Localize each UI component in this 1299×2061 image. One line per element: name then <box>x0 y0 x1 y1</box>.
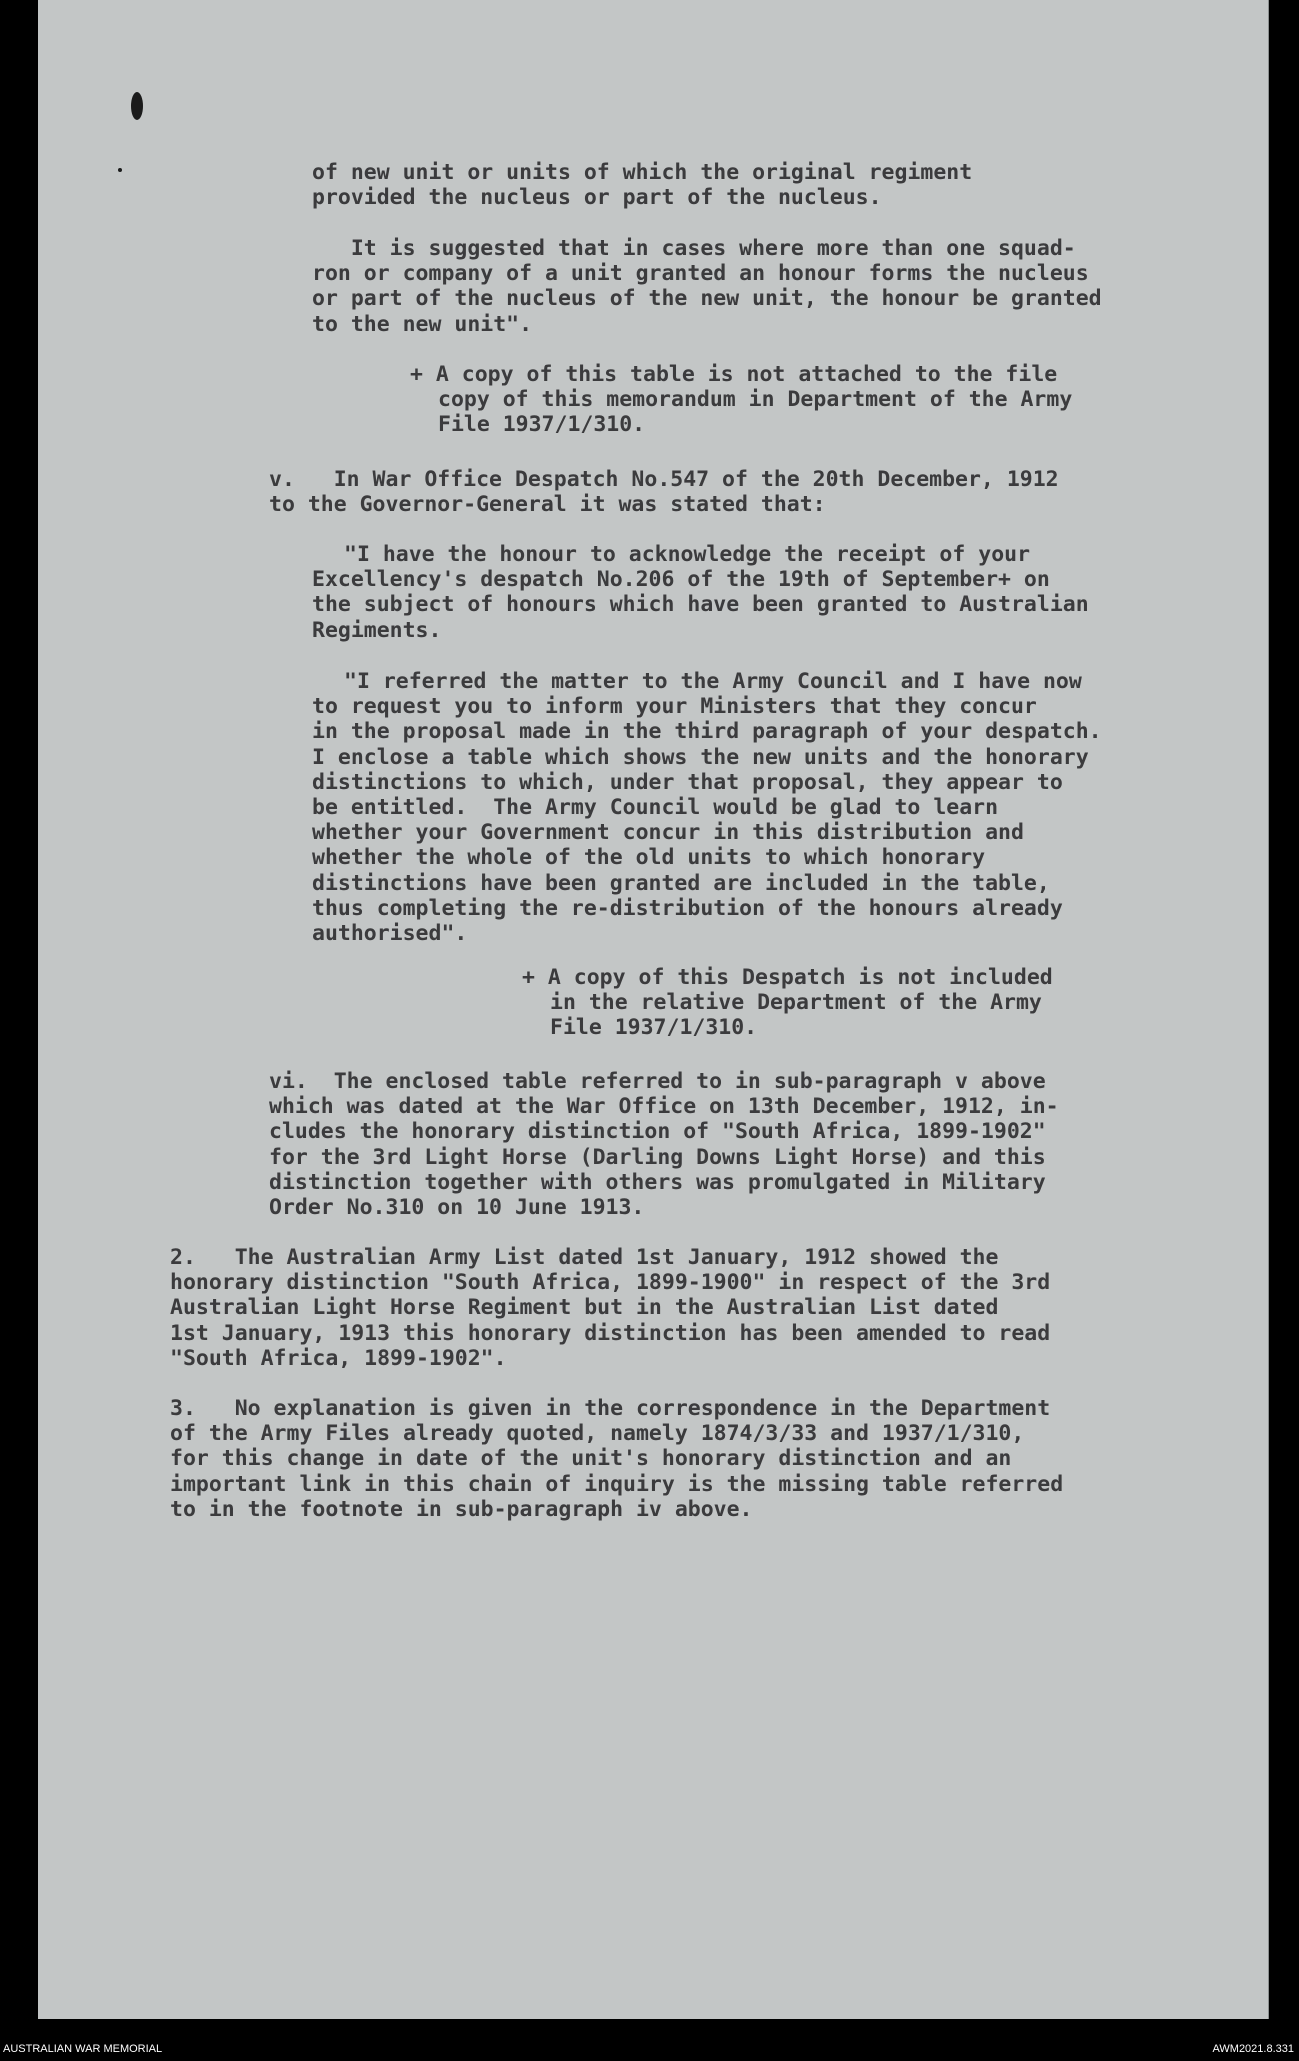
text-line: distinctions have been granted are included in the table, <box>312 870 1050 896</box>
text-line: to in the footnote in sub-paragraph iv above. <box>170 1496 753 1522</box>
text-line: "I have the honour to acknowledge the receipt of your <box>344 542 1031 567</box>
text-line: I enclose a table which shows the new units and the honorary <box>312 744 1089 770</box>
text-line: cludes the honorary distinction of "South Africa, 1899-1902" <box>269 1119 1046 1145</box>
text-line: the subject of honours which have been granted to Australian <box>312 592 1089 618</box>
text-line: in the relative Department of the Army <box>550 990 1042 1016</box>
text-line: "I referred the matter to the Army Council and I have now <box>344 669 1082 694</box>
text-line: File 1937/1/310. <box>550 1015 758 1041</box>
text-line: ron or company of a unit granted an honour forms the nucleus <box>312 261 1089 287</box>
text-line: It is suggested that in cases where more than one squad- <box>312 236 1076 261</box>
text-line: copy of this memorandum in Department of the Army <box>438 387 1073 413</box>
paragraph-continuation <box>312 160 972 210</box>
text-line: 2. The Australian Army List dated 1st January, 1912 showed the <box>170 1245 999 1270</box>
text-line: or part of the nucleus of the new unit, the honour be granted <box>312 286 1102 312</box>
text-line: + A copy of this Despatch is not included <box>522 965 1053 990</box>
text-line: which was dated at the War Office on 13th December, 1912, in- <box>269 1094 1059 1120</box>
text-line: whether your Government concur in this distribution and <box>312 820 1024 846</box>
quotation-army-council <box>312 669 1102 946</box>
text-line: Order No.310 on 10 June 1913. <box>269 1195 645 1221</box>
text-line: v. In War Office Despatch No.547 of the 20th December, 1912 <box>269 467 1059 492</box>
text-line: Regiments. <box>312 617 442 643</box>
paragraph-suggestion <box>312 236 1102 337</box>
text-line: in the proposal made in the third paragraph of your despatch. <box>312 719 1102 745</box>
text-line: important link in this chain of inquiry is the missing table referred <box>170 1471 1064 1497</box>
text-line: for the 3rd Light Horse (Darling Downs Light Horse) and this <box>269 1144 1046 1170</box>
text-line: distinction together with others was promulgated in Military <box>269 1169 1046 1195</box>
paragraph-v <box>269 467 1059 517</box>
quotation-acknowledgement <box>312 542 1089 643</box>
text-line: thus completing the re-distribution of the honours already <box>312 895 1063 921</box>
text-line: vi. The enclosed table referred to in sub-paragraph v above <box>269 1069 1046 1094</box>
text-line: + A copy of this table is not attached to the file <box>410 362 1058 387</box>
text-line: be entitled. The Army Council would be glad to learn <box>312 795 999 821</box>
text-line: File 1937/1/310. <box>438 412 646 438</box>
footnote-despatch-copy <box>522 965 1053 1041</box>
text-line: of the Army Files already quoted, namely 1874/3/33 and 1937/1/310, <box>170 1421 1025 1447</box>
text-line: 1st January, 1913 this honorary distinction has been amended to read <box>170 1320 1051 1346</box>
text-line: to the Governor-General it was stated that: <box>269 492 826 518</box>
text-line: distinctions to which, under that proposal, they appear to <box>312 769 1063 795</box>
text-line: Australian Light Horse Regiment but in the Australian List dated <box>170 1295 999 1321</box>
text-line: Excellency's despatch No.206 of the 19th of September+ on <box>312 567 1050 593</box>
archive-credit: AUSTRALIAN WAR MEMORIAL <box>3 2043 163 2055</box>
text-line: honorary distinction "South Africa, 1899-1900" in respect of the 3rd <box>170 1270 1051 1296</box>
text-line: "South Africa, 1899-1902". <box>170 1345 507 1371</box>
ink-dot <box>118 168 122 172</box>
text-line: to request you to inform your Ministers that they concur <box>312 694 1037 720</box>
paragraph-2 <box>170 1245 1050 1371</box>
text-line: for this change in date of the unit's honorary distinction and an <box>170 1446 1012 1472</box>
text-line: provided the nucleus or part of the nucleus. <box>312 185 882 211</box>
footnote-table-copy <box>410 362 1072 438</box>
text-line: of new unit or units of which the original regiment <box>312 160 973 185</box>
paragraph-3 <box>170 1396 1063 1522</box>
text-line: to the new unit". <box>312 311 533 337</box>
paragraph-vi <box>269 1069 1059 1220</box>
text-line: 3. No explanation is given in the correspondence in the Department <box>170 1396 1051 1421</box>
ink-smudge <box>131 92 143 120</box>
archive-reference: AWM2021.8.331 <box>1212 2043 1294 2055</box>
text-line: whether the whole of the old units to which honorary <box>312 845 986 871</box>
text-line: authorised". <box>312 921 468 947</box>
